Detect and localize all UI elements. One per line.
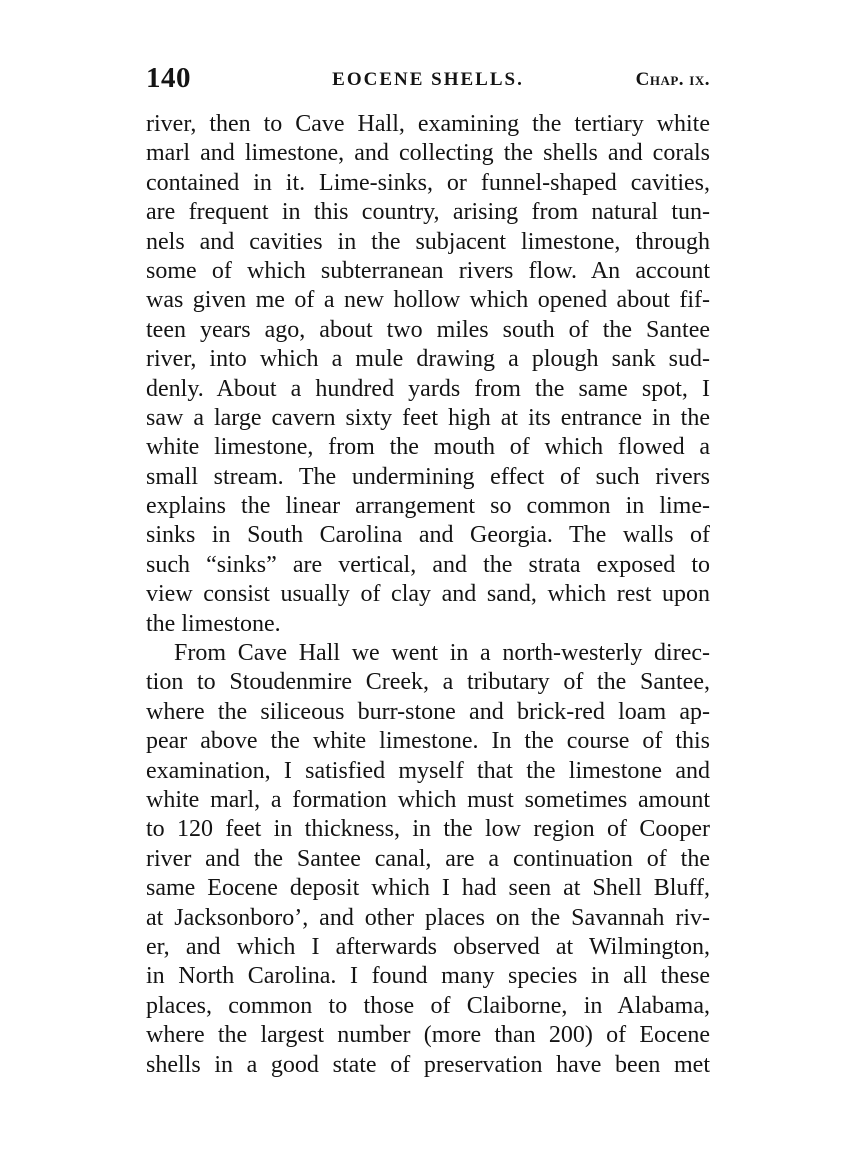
text-line: view consist usually of clay and sand, which rest upon bbox=[146, 581, 710, 608]
text-line: white marl, a formation which must sometimes amount bbox=[146, 786, 710, 813]
text-line: at Jacksonboro’, and other places on the Savannah riv- bbox=[146, 904, 710, 931]
text-line: such “sinks” are vertical, and the strata exposed to bbox=[146, 551, 710, 578]
text-line: where the largest number (more than 200) of Eocene bbox=[146, 1022, 710, 1049]
text-line: small stream. The undermining effect of such rivers bbox=[146, 463, 710, 490]
text-line: examination, I satisfied myself that the limestone and bbox=[146, 757, 710, 784]
text-line: to 120 feet in thickness, in the low region of Cooper bbox=[146, 816, 710, 843]
text-line: denly. About a hundred yards from the same spot, I bbox=[146, 375, 710, 402]
text-line: contained in it. Lime-sinks, or funnel-shaped cavities, bbox=[146, 169, 710, 196]
text-line: pear above the white limestone. In the course of this bbox=[146, 728, 710, 755]
text-line: in North Carolina. I found many species in all these bbox=[146, 963, 710, 990]
text-line: sinks in South Carolina and Georgia. The walls of bbox=[146, 522, 710, 549]
running-title: EOCENE SHELLS. bbox=[332, 69, 524, 90]
text-line: river, then to Cave Hall, examining the tertiary white bbox=[146, 111, 710, 137]
paragraph bbox=[146, 110, 710, 639]
text-body bbox=[146, 110, 710, 1080]
text-line: was given me of a new hollow which opened about fif- bbox=[146, 287, 710, 314]
text-line: saw a large cavern sixty feet high at its entrance in the bbox=[146, 404, 710, 431]
running-head bbox=[146, 62, 710, 102]
text-line: shells in a good state of preservation have been met bbox=[146, 1051, 710, 1078]
text-line: the limestone. bbox=[146, 610, 281, 637]
text-line: river and the Santee canal, are a continuation of the bbox=[146, 845, 710, 872]
text-line: are frequent in this country, arising from natural tun- bbox=[146, 199, 710, 226]
text-line: nels and cavities in the subjacent limestone, through bbox=[146, 228, 710, 255]
page-number: 140 bbox=[146, 62, 191, 94]
text-line: where the siliceous burr-stone and brick-red loam ap- bbox=[146, 698, 710, 725]
text-line: explains the linear arrangement so common in lime- bbox=[146, 493, 710, 520]
text-line: tion to Stoudenmire Creek, a tributary of the Santee, bbox=[146, 669, 710, 696]
text-line: river, into which a mule drawing a plough sank sud- bbox=[146, 346, 710, 373]
text-line: marl and limestone, and collecting the shells and corals bbox=[146, 140, 710, 167]
text-line: er, and which I afterwards observed at Wilmington, bbox=[146, 933, 710, 960]
text-line: places, common to those of Claiborne, in Alabama, bbox=[146, 992, 710, 1019]
paragraph bbox=[146, 639, 710, 1080]
chapter-reference: Chap. ix. bbox=[635, 69, 710, 90]
text-line: teen years ago, about two miles south of the Santee bbox=[146, 316, 710, 343]
text-line: From Cave Hall we went in a north-westerly direc- bbox=[174, 640, 710, 667]
text-line: white limestone, from the mouth of which flowed a bbox=[146, 434, 710, 461]
text-line: same Eocene deposit which I had seen at Shell Bluff, bbox=[146, 875, 710, 902]
text-line: some of which subterranean rivers flow. An account bbox=[146, 257, 710, 284]
